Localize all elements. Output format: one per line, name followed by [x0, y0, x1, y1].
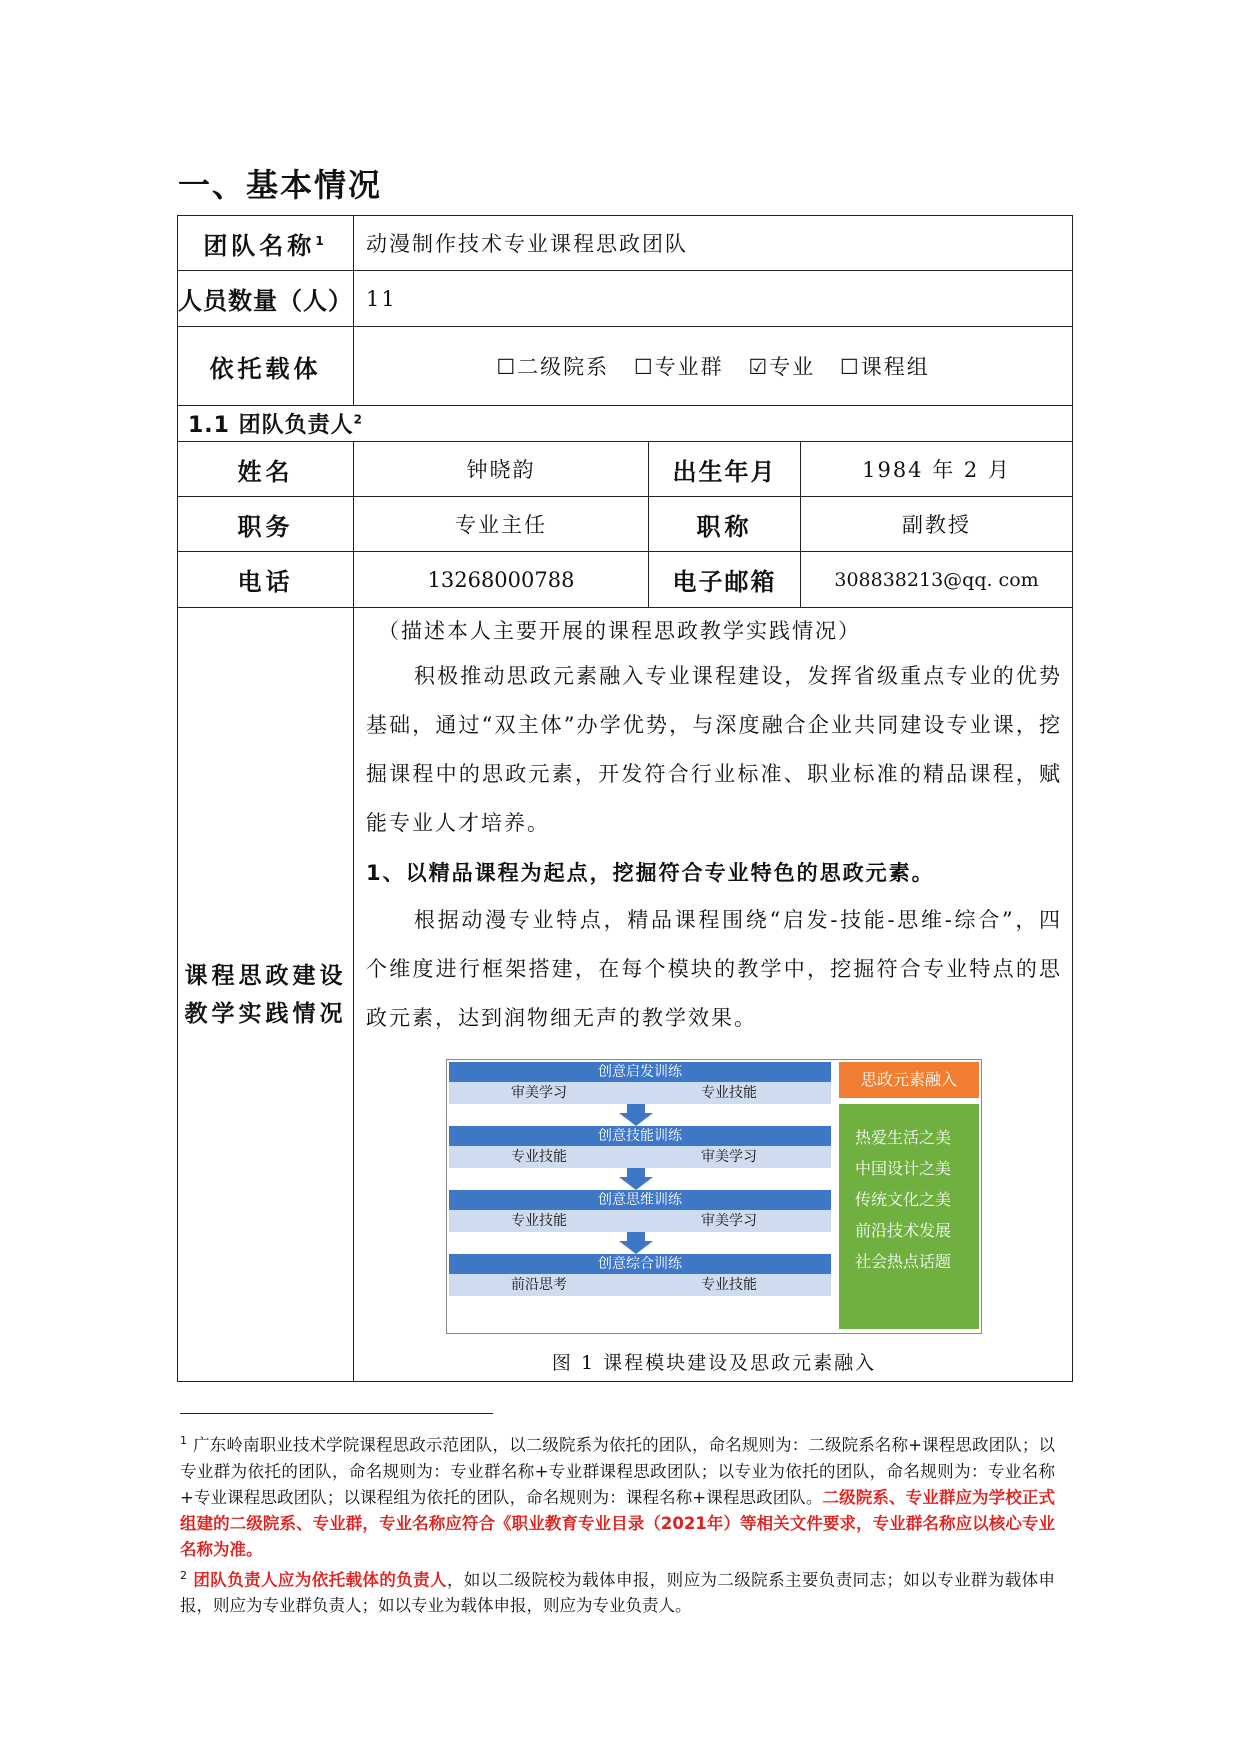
- footnote-2: $^2$ 团队负责人应为依托载体的负责人，如以二级院校为载体申报，则应为二级院系主要负责同志；如以专业群为载体申报，则应为专业群负责人；如以专业为载体申报，则应为专业负责人。: [180, 1568, 1056, 1615]
- ideology-elements-panel: [839, 1104, 979, 1329]
- ideology-element: 社会热点话题: [855, 1252, 952, 1271]
- phone-label: 电话: [178, 552, 354, 608]
- carrier-options: [354, 327, 1073, 406]
- practice-label: 课程思政建设 教学实践情况: [178, 608, 354, 1382]
- member-count-value: 11: [354, 271, 1073, 327]
- module-subitems: 专业技能 审美学习: [449, 1146, 831, 1168]
- module-title: 创意技能训练: [449, 1126, 831, 1146]
- leader-row-3: [178, 552, 1073, 608]
- module-subitems: 前沿思考 专业技能: [449, 1274, 831, 1296]
- footnote-divider: [180, 1413, 493, 1414]
- ideology-element: 前沿技术发展: [855, 1221, 952, 1240]
- position-label: 职务: [178, 497, 354, 552]
- course-module-figure: [446, 1059, 982, 1334]
- leader-row-1: [178, 442, 1073, 497]
- team-name-value: 动漫制作技术专业课程思政团队: [354, 216, 1073, 271]
- leader-section-row: [178, 406, 1073, 442]
- checkbox-icon: ☐: [633, 355, 655, 379]
- basic-info-table: [177, 215, 1073, 1382]
- module-title: 创意思维训练: [449, 1190, 831, 1210]
- leader-name-value: 钟晓韵: [354, 442, 649, 497]
- email-value: 308838213@qq. com: [801, 552, 1073, 608]
- practice-paragraph-1: 积极推动思政元素融入专业课程建设，发挥省级重点专业的优势基础，通过“双主体”办学优势，与深度融合企业共同建设专业课，挖掘课程中的思政元素，开发符合行业标准、职业标准的精品课程，赋能专业人才培养。: [366, 664, 1063, 835]
- member-count-row: [178, 271, 1073, 327]
- birth-value: 1984 年 2 月: [801, 442, 1073, 497]
- practice-hint: （描述本人主要开展的课程思政教学实践情况）: [378, 619, 861, 643]
- footnote-1: $^1$ 广东岭南职业技术学院课程思政示范团队，以二级院系为依托的团队，命名规则为：二级院系名称+课程思政团队；以专业群为依托的团队，命名规则为：专业群名称+专业群课程思政团队；以专业为依托的团队，命名规则为：专业名称+专业课程思政团队；以课程组为依托的团队，命名规则为：课程名称+课程思政团队。二级院系、专业群应为学校正式组建的二级院系、专业群，专业名称应符合《职业教育专业目录（2021年）等相关文件要求，专业群名称应以核心专业名称为准。: [180, 1434, 1056, 1559]
- down-arrow-icon: [619, 1168, 653, 1190]
- position-value: 专业主任: [354, 497, 649, 552]
- birth-label: 出生年月: [649, 442, 801, 497]
- team-name-label: 团队名称$^1$: [178, 216, 354, 271]
- leader-row-2: [178, 497, 1073, 552]
- leader-name-label: 姓名: [178, 442, 354, 497]
- ideology-element: 中国设计之美: [855, 1159, 952, 1178]
- down-arrow-icon: [619, 1104, 653, 1126]
- practice-row: [178, 608, 1073, 1382]
- team-name-row: [178, 216, 1073, 271]
- leader-section-title: 1.1 团队负责人$^2$: [178, 406, 1073, 442]
- title-value: 副教授: [801, 497, 1073, 552]
- carrier-option-major[interactable]: ☑专业: [748, 355, 816, 379]
- carrier-label: 依托载体: [178, 327, 354, 406]
- carrier-option-course-group[interactable]: ☐课程组: [839, 355, 930, 379]
- carrier-row: [178, 327, 1073, 406]
- carrier-option-major-group[interactable]: ☐专业群: [633, 355, 724, 379]
- module-subitems: 审美学习 专业技能: [449, 1082, 831, 1104]
- module-subitems: 专业技能 审美学习: [449, 1210, 831, 1232]
- practice-content: [354, 608, 1073, 1382]
- member-count-label: 人员数量（人）: [178, 271, 354, 327]
- ideology-element: 传统文化之美: [855, 1190, 952, 1209]
- practice-paragraph-2: 根据动漫专业特点，精品课程围绕“启发-技能-思维-综合”，四个维度进行框架搭建，在每个模块的教学中，挖掘符合专业特点的思政元素，达到润物细无声的教学效果。: [366, 908, 1063, 1030]
- footnotes: [180, 1428, 1055, 1619]
- module-title: 创意启发训练: [449, 1062, 831, 1082]
- down-arrow-icon: [619, 1232, 653, 1254]
- checkbox-icon: ☐: [839, 355, 861, 379]
- email-label: 电子邮箱: [649, 552, 801, 608]
- figure-caption: 图 1 课程模块建设及思政元素融入: [551, 1352, 877, 1374]
- ideology-elements-title: 思政元素融入: [839, 1062, 979, 1098]
- ideology-element: 热爱生活之美: [855, 1128, 952, 1147]
- carrier-option-department[interactable]: ☐二级院系: [496, 355, 610, 379]
- module-title: 创意综合训练: [449, 1254, 831, 1274]
- title-label: 职称: [649, 497, 801, 552]
- practice-heading-1: 1、以精品课程为起点，挖掘符合专业特色的思政元素。: [366, 861, 935, 885]
- checkbox-icon: ☐: [496, 355, 518, 379]
- section-heading: 一、基本情况: [178, 166, 383, 204]
- phone-value: 13268000788: [354, 552, 649, 608]
- checkbox-checked-icon: ☑: [748, 355, 770, 379]
